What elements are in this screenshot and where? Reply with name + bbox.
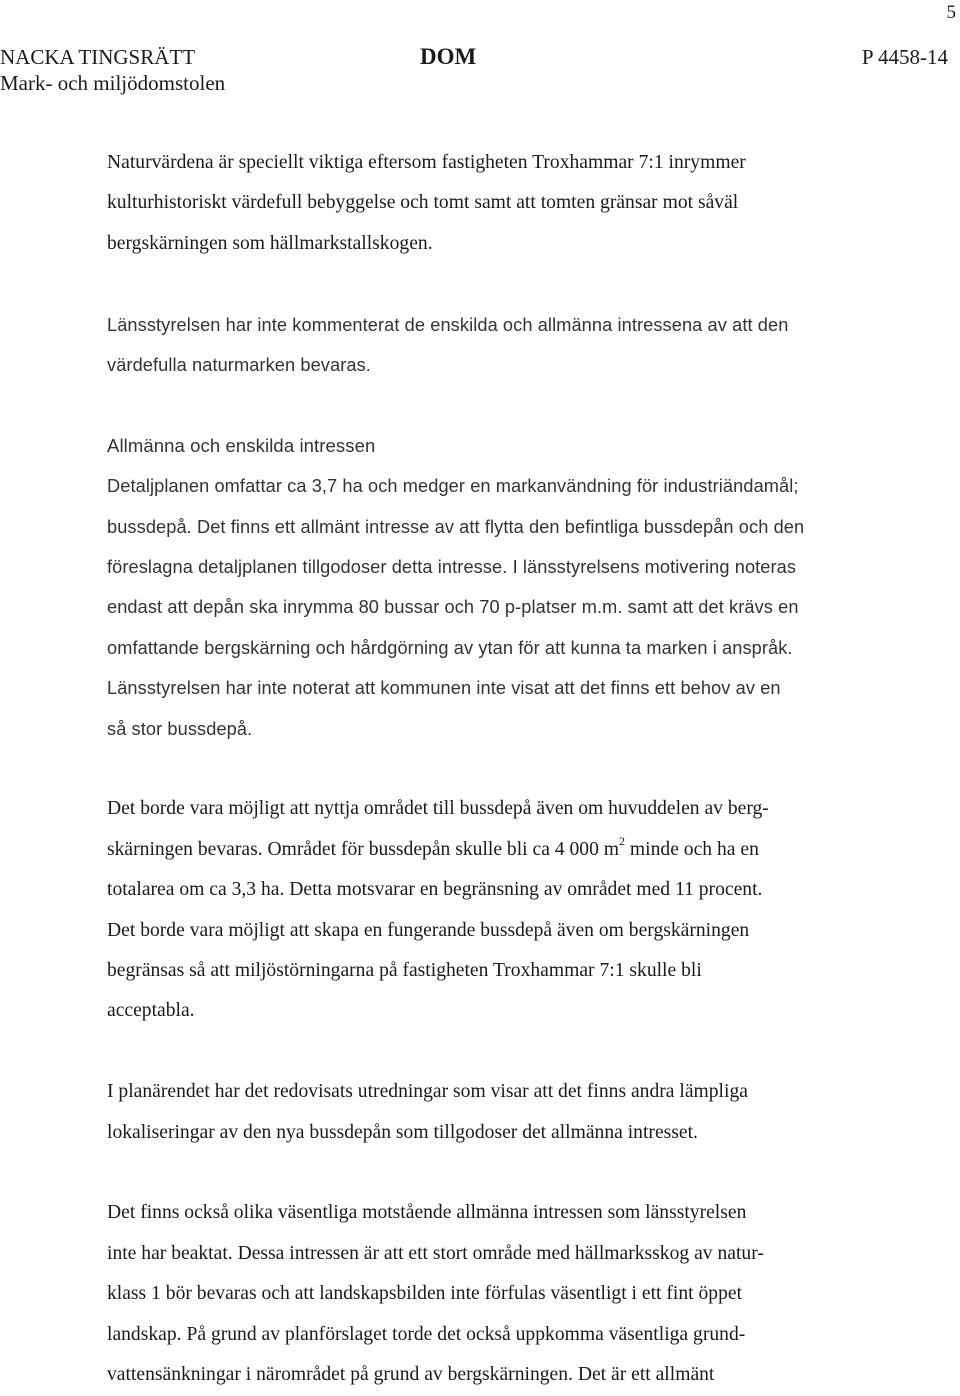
section-heading: Allmänna och enskilda intressen bbox=[107, 434, 376, 456]
document-type: DOM bbox=[420, 44, 477, 69]
text-line: föreslagna detaljplanen tillgodoser detta intresse. I länsstyrelsens motivering noteras bbox=[107, 557, 797, 578]
text-segment: skärningen bevaras. Området för bussdepån skulle bli ca 4 000 m bbox=[107, 838, 620, 860]
paragraph-county-board-comment bbox=[107, 305, 907, 386]
text-line: lokaliseringar av den nya bussdepån som tillgodoser det allmänna intresset. bbox=[107, 1121, 698, 1143]
paragraph-bus-depot-alternative bbox=[107, 789, 907, 1031]
text-line: I planärendet har det redovisats utredningar som visar att det finns andra lämpliga bbox=[107, 1081, 748, 1103]
text-line: klass 1 bör bevaras och att landskapsbilden inte förfulas väsentligt i ett fint öppet bbox=[107, 1283, 743, 1305]
paragraph-opposing-interests bbox=[107, 1193, 907, 1395]
text-line: totalarea om ca 3,3 ha. Detta motsvarar en begränsning av området med 11 procent. bbox=[107, 879, 763, 901]
superscript: 2 bbox=[619, 833, 626, 848]
text-line: Detaljplanen omfattar ca 3,7 ha och medger en markanvändning för industriändamål; bbox=[107, 476, 799, 497]
paragraph-natural-values bbox=[107, 143, 907, 264]
text-line: bussdepå. Det finns ett allmänt intresse av att flytta den befintliga bussdepån och den bbox=[107, 516, 805, 537]
text-line: omfattande bergskärning och hårdgörning av ytan för att kunna ta marken i anspråk. bbox=[107, 637, 793, 658]
court-division: Mark- och miljödomstolen bbox=[0, 71, 226, 95]
text-line: acceptabla. bbox=[107, 1000, 195, 1022]
text-line: Naturvärdena är speciellt viktiga eftersom fastigheten Troxhammar 7:1 inrymmer bbox=[107, 152, 746, 173]
text-line: bergskärningen som hällmarkstallskogen. bbox=[107, 232, 433, 254]
text-line: Det borde vara möjligt att nyttja området till bussdepå även om huvuddelen av berg- bbox=[107, 798, 769, 820]
court-block bbox=[0, 44, 225, 96]
text-line: Det borde vara möjligt att skapa en fungerande bussdepå även om bergskärningen bbox=[107, 919, 750, 941]
text-line: Länsstyrelsen har inte noterat att kommunen inte visat att det finns ett behov av en bbox=[107, 678, 781, 699]
case-number: P 4458-14 bbox=[861, 45, 948, 69]
text-line: inte har beaktat. Dessa intressen är att ett stort område med hällmarksskog av natur- bbox=[107, 1242, 764, 1264]
text-line bbox=[107, 830, 907, 870]
text-line: vattensänkningar i närområdet på grund av bergskärningen. Det är ett allmänt bbox=[107, 1364, 715, 1386]
text-segment: minde och ha en bbox=[625, 838, 759, 860]
text-line: så stor bussdepå. bbox=[107, 718, 253, 739]
text-line: endast att depån ska inrymma 80 bussar och 70 p-platser m.m. samt att det krävs en bbox=[107, 597, 799, 618]
page-number: 5 bbox=[946, 2, 956, 23]
text-line: Det finns också olika väsentliga motstående allmänna intressen som länsstyrelsen bbox=[107, 1202, 747, 1224]
text-line: Länsstyrelsen har inte kommenterat de enskilda och allmänna intressena av att den bbox=[107, 314, 789, 335]
text-line: kulturhistoriskt värdefull bebyggelse och tomt samt att tomten gränsar mot såväl bbox=[107, 192, 739, 214]
court-name: NACKA TINGSRÄTT bbox=[0, 45, 196, 69]
paragraph-alternative-locations bbox=[107, 1072, 907, 1153]
text-line: landskap. På grund av planförslaget torde det också uppkomma väsentliga grund- bbox=[107, 1323, 746, 1345]
paragraph-public-private-interests bbox=[107, 426, 907, 749]
text-line: begränsas så att miljöstörningarna på fastigheten Troxhammar 7:1 skulle bli bbox=[107, 960, 702, 982]
document-body bbox=[107, 143, 907, 1396]
text-line: värdefulla naturmarken bevaras. bbox=[107, 355, 371, 376]
